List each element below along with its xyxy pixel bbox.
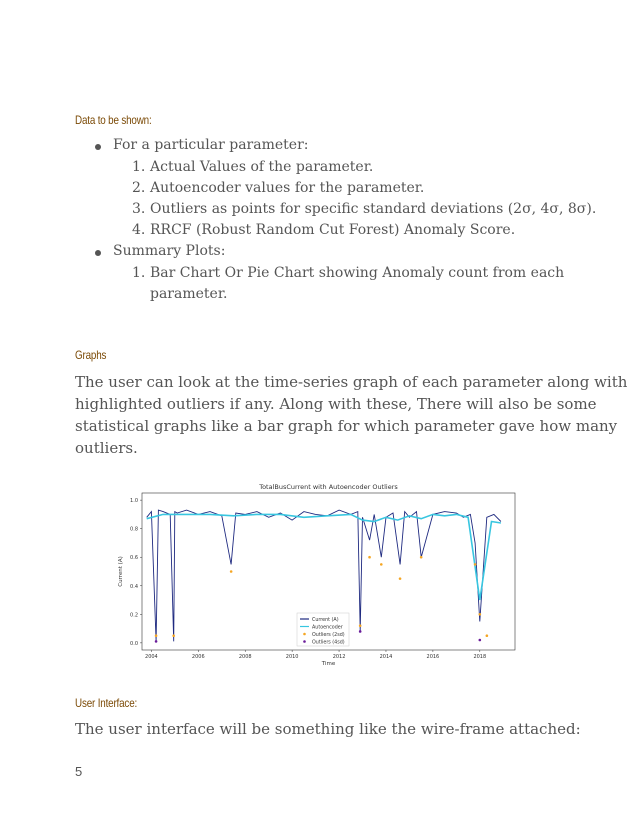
legend-point-swatch bbox=[303, 633, 306, 636]
list-number: 2. bbox=[132, 180, 146, 196]
section-heading-ui: User Interface: bbox=[75, 696, 138, 710]
y-tick-label: 0.0 bbox=[130, 640, 138, 647]
legend-label: Outliers (4sd) bbox=[312, 640, 345, 646]
y-tick-label: 0.8 bbox=[130, 526, 138, 533]
list-item-parameter: For a particular parameter: bbox=[113, 137, 309, 153]
x-tick-label: 2012 bbox=[332, 654, 346, 660]
y-tick-label: 0.2 bbox=[130, 612, 138, 619]
outlier-2sd-point bbox=[230, 570, 233, 573]
outlier-2sd-point bbox=[486, 634, 489, 637]
graphs-paragraph bbox=[75, 371, 628, 459]
x-tick-label: 2014 bbox=[379, 654, 393, 660]
list-item-outliers: Outliers as points for specific standard deviations (2σ, 4σ, 8σ). bbox=[150, 201, 597, 217]
x-tick-label: 2006 bbox=[191, 654, 205, 660]
outlier-2sd-point bbox=[368, 556, 371, 559]
paragraph-line: The user can look at the time-series graph of each parameter along with bbox=[75, 373, 628, 391]
x-tick-label: 2018 bbox=[473, 654, 487, 660]
x-tick-label: 2004 bbox=[145, 654, 158, 660]
x-tick-label: 2016 bbox=[426, 654, 440, 660]
outlier-2sd-point bbox=[399, 577, 402, 580]
list-number: 4. bbox=[132, 222, 146, 238]
outlier-2sd-point bbox=[479, 613, 482, 616]
y-axis-label: Current (A) bbox=[118, 556, 124, 587]
outlier-4sd-point bbox=[479, 639, 482, 642]
x-tick-label: 2008 bbox=[238, 654, 252, 660]
y-tick-label: 0.6 bbox=[130, 555, 138, 562]
list-item-bar-chart: Bar Chart Or Pie Chart showing Anomaly count from each bbox=[150, 265, 565, 281]
list-item-bar-chart-cont: parameter. bbox=[150, 286, 228, 302]
legend-label: Autoencoder bbox=[312, 625, 343, 631]
outlier-4sd-point bbox=[155, 640, 158, 643]
bullet-dot bbox=[95, 250, 101, 256]
list-item-autoencoder-values: Autoencoder values for the parameter. bbox=[150, 180, 425, 196]
outlier-2sd-point bbox=[155, 634, 158, 637]
section-heading-data: Data to be shown: bbox=[75, 113, 152, 127]
outlier-2sd-point bbox=[172, 634, 175, 637]
outlier-2sd-point bbox=[474, 563, 477, 566]
list-number: 3. bbox=[132, 201, 146, 217]
paragraph-line: The user interface will be something like the wire-frame attached: bbox=[75, 720, 581, 738]
series-autoencoder-line bbox=[147, 514, 501, 600]
outlier-2sd-point bbox=[359, 624, 362, 627]
legend-label: Current (A) bbox=[312, 617, 339, 623]
legend-label: Outliers (2sd) bbox=[312, 632, 345, 638]
chart-svg bbox=[112, 480, 524, 670]
paragraph-line: outliers. bbox=[75, 439, 138, 457]
ui-paragraph bbox=[75, 718, 581, 740]
legend-point-swatch bbox=[303, 640, 306, 643]
list-number: 1. bbox=[132, 159, 146, 175]
x-axis-label: Time bbox=[321, 661, 336, 667]
list-item-actual-values: Actual Values of the parameter. bbox=[150, 159, 374, 175]
time-series-chart bbox=[112, 480, 524, 670]
paragraph-line: statistical graphs like a bar graph for which parameter gave how many bbox=[75, 417, 618, 435]
outlier-2sd-point bbox=[380, 563, 383, 566]
list-number: 1. bbox=[132, 265, 146, 281]
y-tick-label: 0.4 bbox=[130, 583, 138, 590]
y-tick-label: 1.0 bbox=[130, 498, 138, 505]
list-item-rrcf: RRCF (Robust Random Cut Forest) Anomaly Score. bbox=[150, 222, 516, 238]
paragraph-line: highlighted outliers if any. Along with these, There will also be some bbox=[75, 395, 597, 413]
outlier-2sd-point bbox=[420, 556, 423, 559]
x-tick-label: 2010 bbox=[285, 654, 299, 660]
outlier-4sd-point bbox=[359, 630, 362, 633]
section-heading-graphs: Graphs bbox=[75, 348, 107, 362]
bullet-dot bbox=[95, 144, 101, 150]
page-number: 5 bbox=[75, 764, 83, 779]
chart-title: TotalBusCurrent with Autoencoder Outliers bbox=[259, 483, 398, 491]
list-item-summary-plots: Summary Plots: bbox=[113, 243, 226, 259]
